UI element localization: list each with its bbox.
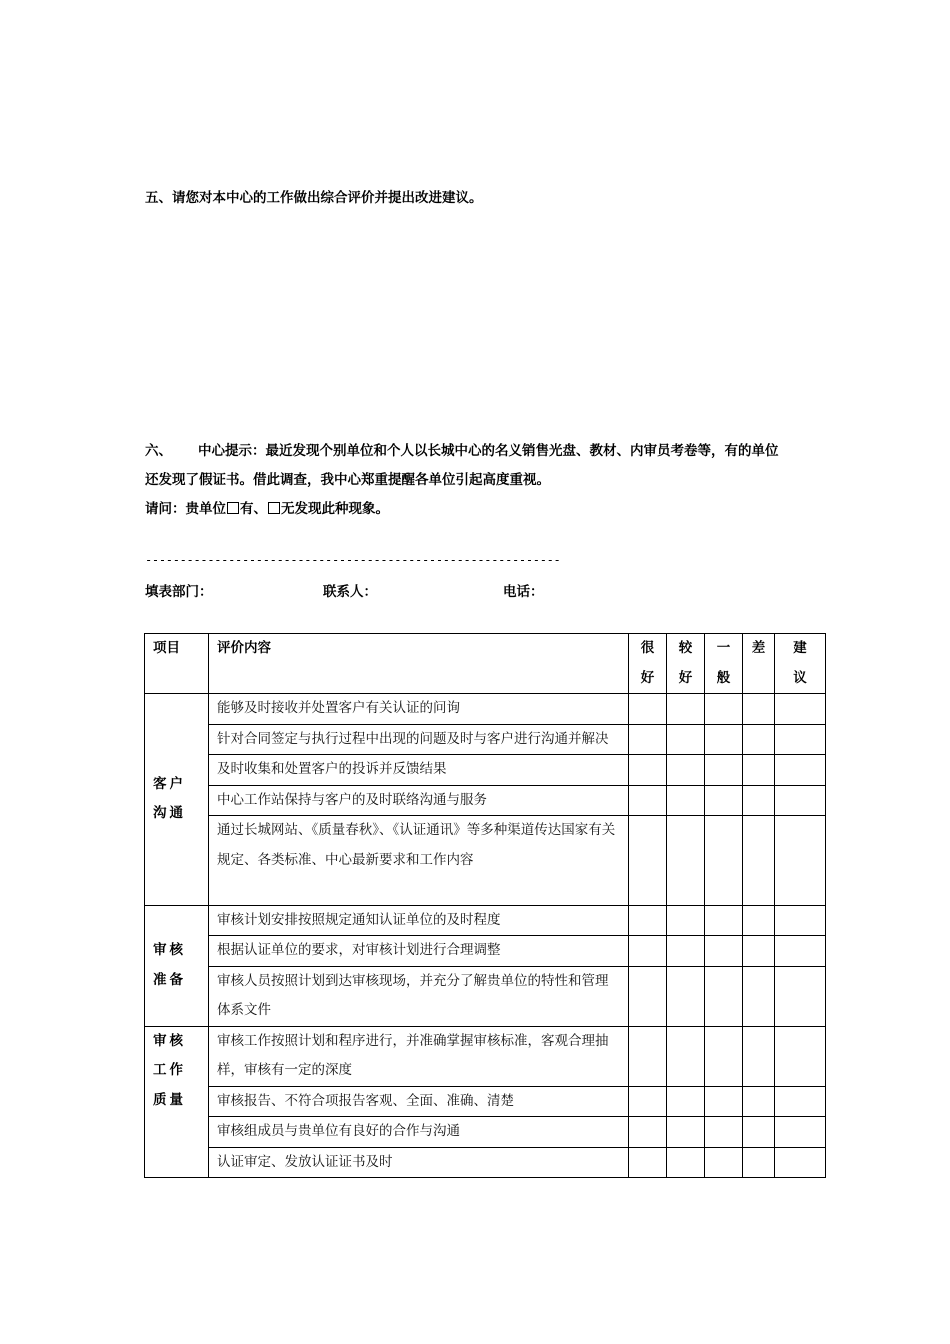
- fill-in-row: [145, 580, 825, 602]
- rating-cell-poor[interactable]: [743, 694, 775, 725]
- header-very-good: 很好: [629, 634, 667, 694]
- rating-cell-poor[interactable]: [743, 724, 775, 755]
- table-row: [145, 816, 826, 906]
- rating-cell-suggest[interactable]: [775, 1147, 826, 1178]
- rating-cell-average[interactable]: [705, 816, 743, 906]
- rating-cell-suggest[interactable]: [775, 816, 826, 906]
- evaluation-item: 审核计划安排按照规定通知认证单位的及时程度: [209, 905, 629, 936]
- dept-label: 填表部门：: [145, 584, 213, 600]
- category-cell: 审核准备: [145, 905, 209, 1026]
- header-good: 较好: [667, 634, 705, 694]
- rating-cell-poor[interactable]: [743, 816, 775, 906]
- rating-cell-poor[interactable]: [743, 1117, 775, 1148]
- rating-cell-poor[interactable]: [743, 966, 775, 1026]
- section-five-prompt: 五、请您对本中心的工作做出综合评价并提出改进建议。: [145, 190, 483, 206]
- rating-cell-good[interactable]: [667, 724, 705, 755]
- rating-cell-poor[interactable]: [743, 905, 775, 936]
- rating-cell-good[interactable]: [667, 905, 705, 936]
- rating-cell-average[interactable]: [705, 755, 743, 786]
- option-yes-label: 有、: [240, 501, 267, 517]
- table-row: [145, 724, 826, 755]
- rating-cell-average[interactable]: [705, 694, 743, 725]
- evaluation-item: 针对合同签定与执行过程中出现的问题及时与客户进行沟通并解决: [209, 724, 629, 755]
- rating-cell-suggest[interactable]: [775, 1117, 826, 1148]
- table-row: [145, 1026, 826, 1086]
- rating-cell-suggest[interactable]: [775, 1086, 826, 1117]
- notice-text-1: 中心提示：最近发现个别单位和个人以长城中心的名义销售光盘、教材、内审员考卷等，有的单位: [198, 443, 779, 459]
- evaluation-item: 通过长城网站、《质量春秋》、《认证通讯》等多种渠道传达国家有关规定、各类标准、中心最新要求和工作内容: [209, 816, 629, 906]
- rating-cell-average[interactable]: [705, 1086, 743, 1117]
- evaluation-table: [144, 633, 826, 1178]
- option-yes-checkbox[interactable]: [227, 502, 239, 514]
- rating-cell-suggest[interactable]: [775, 1026, 826, 1086]
- notice-question: [145, 495, 825, 524]
- rating-cell-average[interactable]: [705, 966, 743, 1026]
- rating-cell-good[interactable]: [667, 785, 705, 816]
- rating-cell-suggest[interactable]: [775, 966, 826, 1026]
- rating-cell-very-good[interactable]: [629, 755, 667, 786]
- section-six-notice: [145, 437, 825, 524]
- rating-cell-average[interactable]: [705, 785, 743, 816]
- rating-cell-poor[interactable]: [743, 1026, 775, 1086]
- header-content: 评价内容: [209, 634, 629, 694]
- rating-cell-very-good[interactable]: [629, 1147, 667, 1178]
- rating-cell-suggest[interactable]: [775, 936, 826, 967]
- rating-cell-suggest[interactable]: [775, 724, 826, 755]
- evaluation-item: 根据认证单位的要求，对审核计划进行合理调整: [209, 936, 629, 967]
- rating-cell-good[interactable]: [667, 1086, 705, 1117]
- header-suggest: 建议: [775, 634, 826, 694]
- table-row: [145, 1086, 826, 1117]
- rating-cell-poor[interactable]: [743, 1147, 775, 1178]
- option-no-label: 无发现此种现象。: [281, 501, 389, 517]
- category-cell: 审核工作质量: [145, 1026, 209, 1178]
- rating-cell-very-good[interactable]: [629, 785, 667, 816]
- evaluation-item: 能够及时接收并处置客户有关认证的问询: [209, 694, 629, 725]
- rating-cell-average[interactable]: [705, 1026, 743, 1086]
- evaluation-item: 认证审定、发放认证证书及时: [209, 1147, 629, 1178]
- rating-cell-suggest[interactable]: [775, 785, 826, 816]
- rating-cell-average[interactable]: [705, 936, 743, 967]
- rating-cell-good[interactable]: [667, 966, 705, 1026]
- table-row: [145, 694, 826, 725]
- rating-cell-poor[interactable]: [743, 755, 775, 786]
- table-header-row: [145, 634, 826, 694]
- header-item: 项目: [145, 634, 209, 694]
- rating-cell-very-good[interactable]: [629, 936, 667, 967]
- question-prefix: 请问：贵单位: [145, 501, 226, 517]
- option-no-checkbox[interactable]: [268, 502, 280, 514]
- rating-cell-good[interactable]: [667, 936, 705, 967]
- rating-cell-suggest[interactable]: [775, 694, 826, 725]
- category-cell: 客户沟通: [145, 694, 209, 906]
- rating-cell-poor[interactable]: [743, 936, 775, 967]
- table-row: [145, 936, 826, 967]
- contact-label: 联系人：: [323, 584, 377, 600]
- rating-cell-very-good[interactable]: [629, 1026, 667, 1086]
- table-row: [145, 905, 826, 936]
- dashed-divider: ------------------------------------------------------------: [145, 553, 561, 567]
- evaluation-item: 审核报告、不符合项报告客观、全面、准确、清楚: [209, 1086, 629, 1117]
- rating-cell-good[interactable]: [667, 816, 705, 906]
- rating-cell-average[interactable]: [705, 724, 743, 755]
- rating-cell-very-good[interactable]: [629, 1086, 667, 1117]
- phone-label: 电话：: [503, 584, 544, 600]
- rating-cell-poor[interactable]: [743, 785, 775, 816]
- evaluation-item: 审核人员按照计划到达审核现场，并充分了解贵单位的特性和管理体系文件: [209, 966, 629, 1026]
- rating-cell-very-good[interactable]: [629, 1117, 667, 1148]
- header-average: 一般: [705, 634, 743, 694]
- rating-cell-very-good[interactable]: [629, 724, 667, 755]
- rating-cell-good[interactable]: [667, 694, 705, 725]
- rating-cell-very-good[interactable]: [629, 816, 667, 906]
- table-row: [145, 1147, 826, 1178]
- header-poor: 差: [743, 634, 775, 694]
- evaluation-item: 及时收集和处置客户的投诉并反馈结果: [209, 755, 629, 786]
- evaluation-item: 审核组成员与贵单位有良好的合作与沟通: [209, 1117, 629, 1148]
- notice-line-1: [145, 437, 825, 466]
- rating-cell-average[interactable]: [705, 905, 743, 936]
- notice-line-2: 还发现了假证书。借此调查，我中心郑重提醒各单位引起高度重视。: [145, 472, 550, 488]
- rating-cell-suggest[interactable]: [775, 905, 826, 936]
- rating-cell-poor[interactable]: [743, 1086, 775, 1117]
- table-row: [145, 785, 826, 816]
- rating-cell-very-good[interactable]: [629, 694, 667, 725]
- section-six-label: 六、: [145, 443, 172, 459]
- rating-cell-very-good[interactable]: [629, 905, 667, 936]
- rating-cell-good[interactable]: [667, 1117, 705, 1148]
- rating-cell-very-good[interactable]: [629, 966, 667, 1026]
- rating-cell-average[interactable]: [705, 1147, 743, 1178]
- rating-cell-good[interactable]: [667, 755, 705, 786]
- evaluation-item: 中心工作站保持与客户的及时联络沟通与服务: [209, 785, 629, 816]
- rating-cell-suggest[interactable]: [775, 755, 826, 786]
- rating-cell-average[interactable]: [705, 1117, 743, 1148]
- table-row: [145, 966, 826, 1026]
- rating-cell-good[interactable]: [667, 1026, 705, 1086]
- table-row: [145, 1117, 826, 1148]
- table-row: [145, 755, 826, 786]
- rating-cell-good[interactable]: [667, 1147, 705, 1178]
- evaluation-item: 审核工作按照计划和程序进行，并准确掌握审核标准，客观合理抽样，审核有一定的深度: [209, 1026, 629, 1086]
